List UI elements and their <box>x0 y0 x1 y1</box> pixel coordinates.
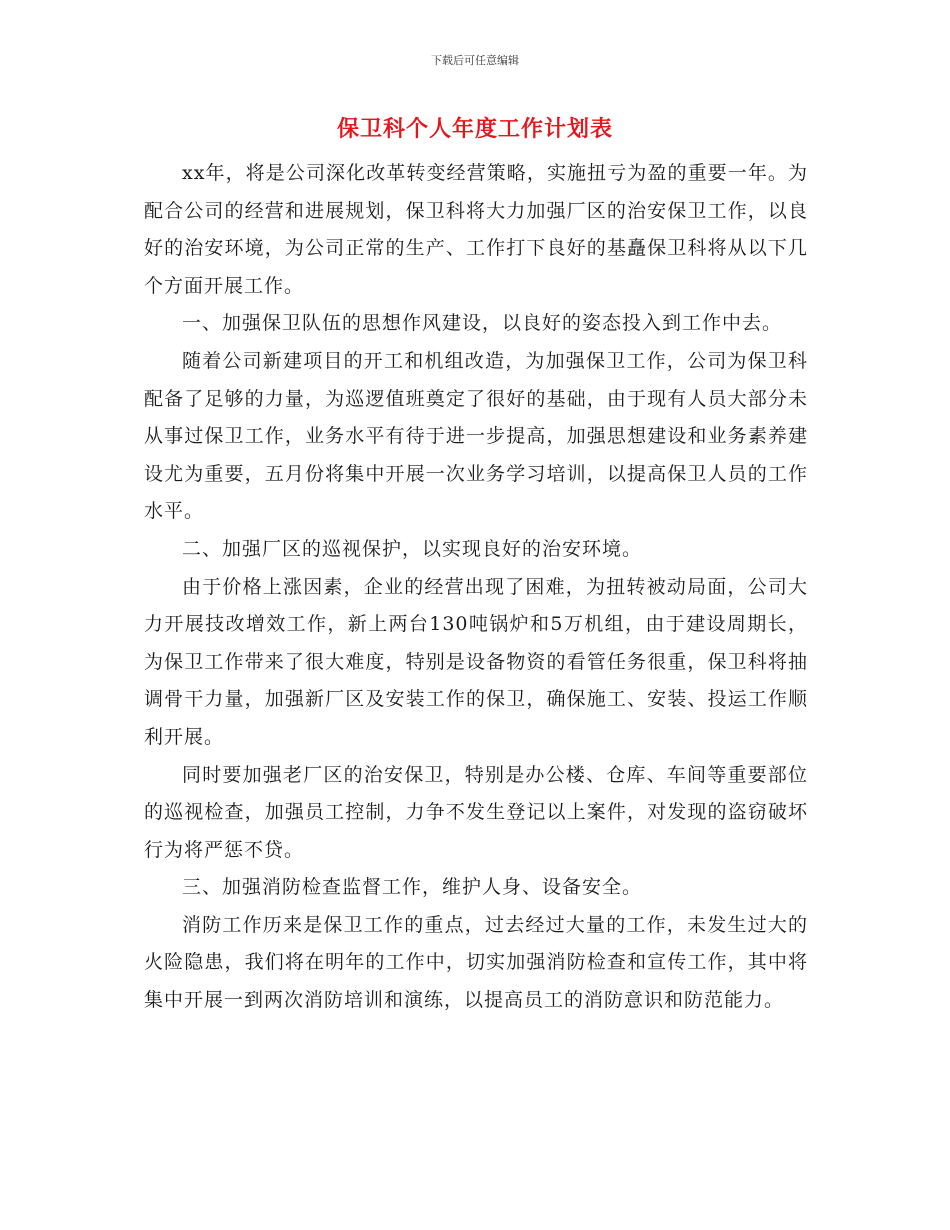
section-heading-2: 二、加强厂区的巡视保护，以实现良好的治安环境。 <box>182 537 643 560</box>
document-body <box>144 155 808 1020</box>
paragraph-intro: xx年，将是公司深化改革转变经营策略，实施扭亏为盈的重要一年。为配合公司的经营和进展规划，保卫科将大力加强厂区的治安保卫工作，以良好的治安环境，为公司正常的生产、工作打下良好的基矗保卫科将从以下几个方面开展工作。 <box>144 162 808 297</box>
section-heading-3: 三、加强消防检查监督工作，维护人身、设备安全。 <box>182 876 643 899</box>
paragraph-section-3: 消防工作历来是保卫工作的重点，过去经过大量的工作，未发生过大的火险隐患，我们将在明年的工作中，切实加强消防检查和宣传工作，其中将集中开展一到两次消防培训和演练，以提高员工的消防意识和防范能力。 <box>144 913 808 1012</box>
paragraph-section-2a: 由于价格上涨因素，企业的经营出现了困难，为扭转被动局面，公司大力开展技改增效工作，新上两台130吨锅炉和5万机组，由于建设周期长，为保卫工作带来了很大难度，特别是设备物资的看管任务很重，保卫科将抽调骨干力量，加强新厂区及安装工作的保卫，确保施工、安装、投运工作顺利开展。 <box>144 575 808 748</box>
section-heading-1: 一、加强保卫队伍的思想作风建设，以良好的姿态投入到工作中去。 <box>182 312 783 335</box>
paragraph-section-1: 随着公司新建项目的开工和机组改造，为加强保卫工作，公司为保卫科配备了足够的力量，为巡逻值班奠定了很好的基础，由于现有人员大部分未从事过保卫工作，业务水平有待于进一步提高，加强思想建设和业务素养建设尤为重要，五月份将集中开展一次业务学习培训，以提高保卫人员的工作水平。 <box>144 349 808 523</box>
paragraph-section-2b: 同时要加强老厂区的治安保卫，特别是办公楼、仓库、车间等重要部位的巡视检查，加强员工控制，力争不发生登记以上案件，对发现的盗窃破坏行为将严惩不贷。 <box>144 763 808 861</box>
document-title: 保卫科个人年度工作计划表 <box>336 116 613 142</box>
page-header-note: 下载后可任意编辑 <box>431 54 519 67</box>
